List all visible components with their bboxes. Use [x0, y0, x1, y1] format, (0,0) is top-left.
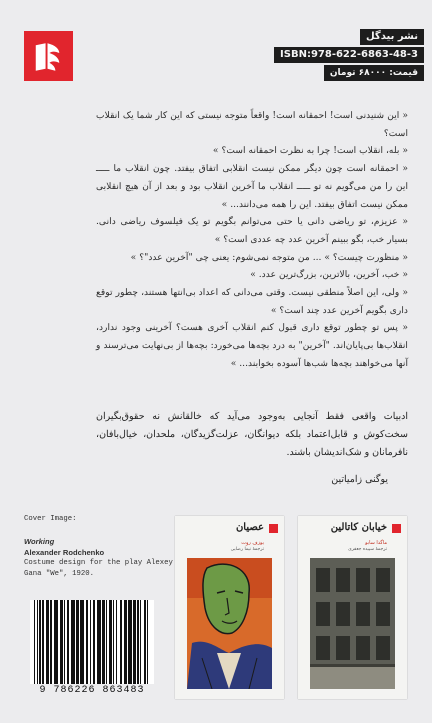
excerpt-line: « عزیزم، تو ریاضی دانی یا حتی می‌توانم بگویم تو یک فیلسوف ریاضی دانی. بسیار خب، بگو ببینم آخرین عدد چه عددی است؟ »: [96, 216, 408, 245]
publisher-logo: [24, 31, 73, 81]
publisher-meta: [274, 29, 424, 81]
book-flame-logo-icon: [24, 31, 73, 81]
barcode-digits: 9 786226 863483: [39, 685, 145, 696]
cover-credit-title: Working: [24, 537, 55, 546]
book-author: یوزف روت: [241, 540, 264, 546]
book-translator: ترجمهٔ سپیده جعفری: [348, 547, 387, 552]
excerpt-line: « بله، انقلاب است! چرا به نظرت احمقانه است؟ »: [212, 145, 408, 157]
excerpt-text: [96, 107, 408, 373]
book-cover-art: [310, 558, 395, 689]
barcode-icon: [30, 600, 154, 684]
excerpt-line: « ولی، این اصلاً منطقی نیست. وقتی می‌دانی که اعداد بی‌انتها هستند، چطور توقع داری بگویم آخرین عدد چند است؟ »: [96, 287, 408, 316]
author-quote: ادبیات واقعی فقط آنجایی به‌وجود می‌آید که خالقانش نه حقوق‌بگیران سخت‌کوش و قابل‌اعتماد بلکه دیوانگان، عزلت‌گزیدگان، ملحدان، خیال‌بافان، نافرمانان و شک‌اندیشان باشند.: [96, 411, 408, 458]
book-author: ماگدا سابو: [365, 540, 387, 546]
barcode: [30, 600, 154, 700]
price-label: قیمت: ۶۸۰۰۰ تومان: [324, 65, 424, 81]
publisher-name: نشر بیدگل: [360, 29, 424, 45]
excerpt-line: « این شنیدنی است! احمقانه است! واقعاً متوجه نیستی که این کار شما یک انقلاب است؟: [96, 110, 408, 139]
excerpt-line: « خب، آخرین، بالاترین، بزرگ‌ترین عدد. »: [250, 269, 408, 281]
excerpt-line: « احمقانه است چون دیگر ممکن نیست انقلابی اتفاق بیفتد. چون انقلاب ما ـــــ این را من می‌گویم نه تو ـــــ انقلاب ما آخرین انقلاب بود و بعد از آن هیچ انقلابی ممکن نیست اتفاق بیفتد. این را همه می‌دانند... »: [96, 163, 408, 210]
related-book-cover[interactable]: [298, 516, 407, 699]
publisher-mini-logo-icon: [269, 524, 278, 533]
book-translator: ترجمهٔ نیما رضایی: [230, 547, 264, 552]
book-title: خیابان کاتالین: [330, 522, 387, 533]
book-cover-art: [187, 558, 272, 689]
barcode-bar: [148, 600, 149, 684]
cover-credit-artist: Alexander Rodchenko: [24, 548, 105, 557]
cover-credit-label: Cover Image:: [24, 515, 77, 523]
related-book-cover[interactable]: [175, 516, 284, 699]
book-title: عصیان: [235, 522, 264, 533]
cover-credit: [24, 514, 184, 580]
quote-author: یوگنی زامیاتین: [331, 474, 388, 485]
excerpt-line: « منظورت چیست؟ » ... من متوجه نمی‌شوم: یعنی چی "آخرین عدد"؟ »: [130, 251, 408, 263]
cover-credit-description: Costume design for the play Alexey Gana "We", 1920.: [24, 559, 173, 578]
publisher-mini-logo-icon: [392, 524, 401, 533]
isbn-label: ISBN:978-622-6863-48-3: [274, 47, 424, 63]
excerpt-line: « پس تو چطور توقع داری قبول کنم انقلاب آخری هست؟ آخرینی وجود ندارد، انقلاب‌ها بی‌پایان‌اند. "آخرین" به درد بچه‌ها می‌خورد: بچه‌ها از بی‌نهایت می‌ترسند و آنها می‌خواهند بچه‌ها شب‌ها آسوده بخوابند... »: [96, 322, 408, 369]
